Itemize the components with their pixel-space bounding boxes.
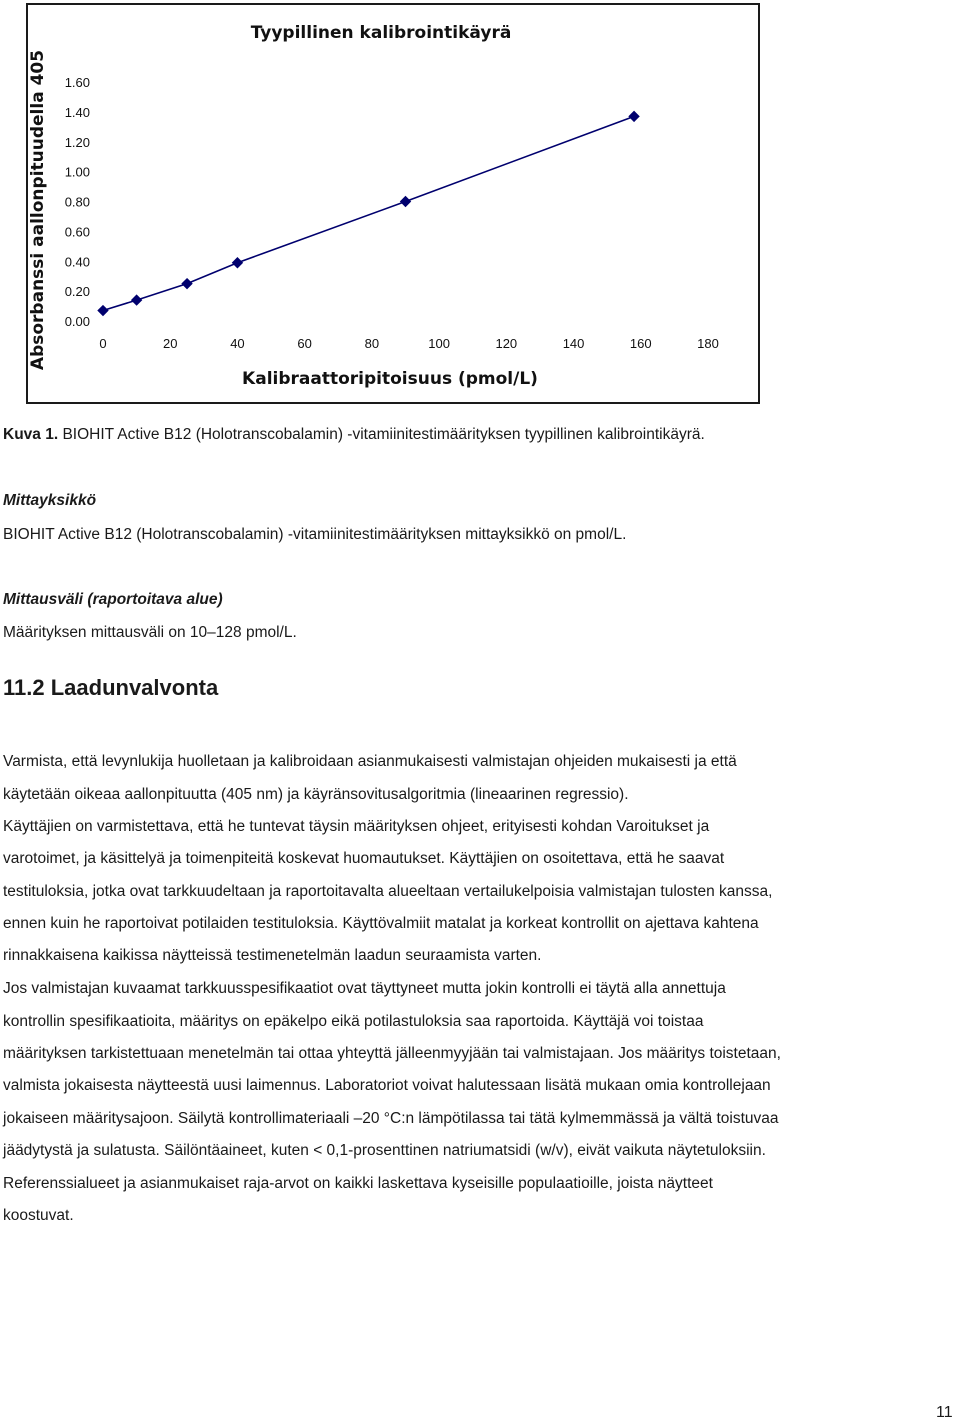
x-tick-label: 0 bbox=[99, 336, 107, 351]
x-tick-label: 100 bbox=[428, 336, 450, 351]
x-tick-label: 140 bbox=[562, 336, 585, 351]
figure-caption bbox=[3, 426, 705, 444]
y-tick-label: 0.60 bbox=[64, 224, 90, 240]
data-point bbox=[401, 197, 411, 207]
data-point bbox=[629, 111, 639, 121]
series-line bbox=[103, 116, 634, 310]
qc-line: Käyttäjien on varmistettava, että he tuntevat täysin määrityksen ohjeet, erityisesti kohdan Varoitukset ja bbox=[3, 818, 710, 835]
x-tick-label: 160 bbox=[629, 336, 652, 351]
qc-line: Jos valmistajan kuvaamat tarkkuusspesifikaatiot ovat täyttyneet mutta jokin kontrolli ei täytä alla annettuja bbox=[3, 980, 726, 997]
x-axis-label: Kalibraattoripitoisuus (pmol/L) bbox=[242, 369, 538, 389]
qc-line: varotoimet, ja käsittelyä ja toimenpiteitä koskevat huomautukset. Käyttäjien on osoitettava, että he saavat bbox=[3, 850, 725, 867]
qc-line: käytetään oikeaa aallonpituutta (405 nm) ja käyränsovitusalgoritmia (lineaarinen regressio). bbox=[3, 786, 629, 803]
x-tick-labels bbox=[99, 336, 718, 351]
range-text: Määrityksen mittausväli on 10–128 pmol/L. bbox=[3, 624, 297, 641]
data-point bbox=[232, 258, 242, 268]
y-tick-label: 1.00 bbox=[64, 164, 90, 180]
page-number: 11 bbox=[936, 1404, 953, 1421]
y-tick-label: 1.20 bbox=[64, 134, 90, 150]
qc-line: kontrollin spesifikaatioita, määritys on epäkelpo eikä potilastuloksia saa raportoida. Käyttäjä voi toistaa bbox=[3, 1013, 704, 1030]
qc-line: valmista jokaisesta näytteestä uusi laimennus. Laboratoriot voivat halutessaan lisätä mukaan omia kontrollejaan bbox=[3, 1077, 771, 1094]
qc-line: jäädytystä ja sulatusta. Säilöntäaineet, kuten < 0,1-prosenttinen natriumatsidi (w/v), eivät vaikuta näytetuloksiin. bbox=[3, 1142, 766, 1159]
unit-heading: Mittayksikkö bbox=[3, 492, 97, 509]
x-tick-label: 120 bbox=[495, 336, 518, 351]
y-tick-label: 1.40 bbox=[64, 104, 90, 120]
range-heading: Mittausväli (raportoitava alue) bbox=[3, 591, 223, 608]
qc-line: Referenssialueet ja asianmukaiset raja-arvot on kaikki laskettava kyseisille populaatioille, joista näytteet bbox=[3, 1175, 713, 1192]
y-tick-label: 0.00 bbox=[64, 314, 90, 329]
section-title: 11.2 Laadunvalvonta bbox=[3, 675, 219, 700]
qc-line: testituloksia, jotka ovat tarkkuudeltaan ja raportoitavalta alueeltaan vertailukelpoisia valmistajan tulosten kanssa, bbox=[3, 883, 773, 900]
x-tick-label: 20 bbox=[162, 336, 178, 351]
x-tick-label: 180 bbox=[697, 336, 719, 351]
data-point bbox=[182, 279, 192, 289]
qc-line: Varmista, että levynlukija huolletaan ja kalibroidaan asianmukaisesti valmistajan ohjeiden mukaisesti ja että bbox=[3, 753, 737, 770]
calibration-chart-svg bbox=[28, 5, 758, 402]
calibration-chart bbox=[26, 3, 760, 404]
caption-label: Kuva 1. bbox=[3, 426, 59, 443]
qc-line: koostuvat. bbox=[3, 1207, 74, 1224]
series-group bbox=[98, 111, 639, 315]
x-tick-label: 80 bbox=[364, 336, 380, 351]
qc-line: jokaiseen määritysajoon. Säilytä kontrollimateriaali –20 °C:n lämpötilassa tai tätä kylmemmässä ja vältä toistuvaa bbox=[3, 1110, 779, 1127]
unit-text: BIOHIT Active B12 (Holotranscobalamin) -vitamiinitestimäärityksen mittayksikkö on pmol/L. bbox=[3, 526, 627, 543]
qc-line: määrityksen tarkistettuaan menetelmän tai ottaa yhteyttä jälleenmyyjään tai valmistajaan. Jos määritys toistetaan, bbox=[3, 1045, 781, 1062]
qc-line: rinnakkaisena kaikissa näytteissä testimenetelmän laadun seuraamista varten. bbox=[3, 947, 542, 964]
x-tick-label: 60 bbox=[297, 336, 312, 351]
data-point bbox=[98, 306, 108, 316]
y-axis-label: Absorbanssi aallonpituudella 405 bbox=[28, 49, 48, 371]
y-tick-label: 1.60 bbox=[64, 75, 90, 90]
chart-title: Tyypillinen kalibrointikäyrä bbox=[250, 23, 512, 43]
y-tick-label: 0.20 bbox=[64, 284, 90, 300]
y-tick-label: 0.40 bbox=[64, 254, 90, 270]
x-tick-label: 40 bbox=[230, 336, 245, 351]
data-point bbox=[132, 295, 142, 305]
y-tick-labels bbox=[65, 75, 90, 329]
y-tick-label: 0.80 bbox=[64, 194, 90, 210]
qc-line: ennen kuin he raportoivat potilaiden testituloksia. Käyttövalmiit matalat ja korkeat kontrollit on ajettava kahtena bbox=[3, 915, 759, 932]
caption-text: BIOHIT Active B12 (Holotranscobalamin) -vitamiinitestimäärityksen tyypillinen kalibrointikäyrä. bbox=[62, 426, 705, 443]
